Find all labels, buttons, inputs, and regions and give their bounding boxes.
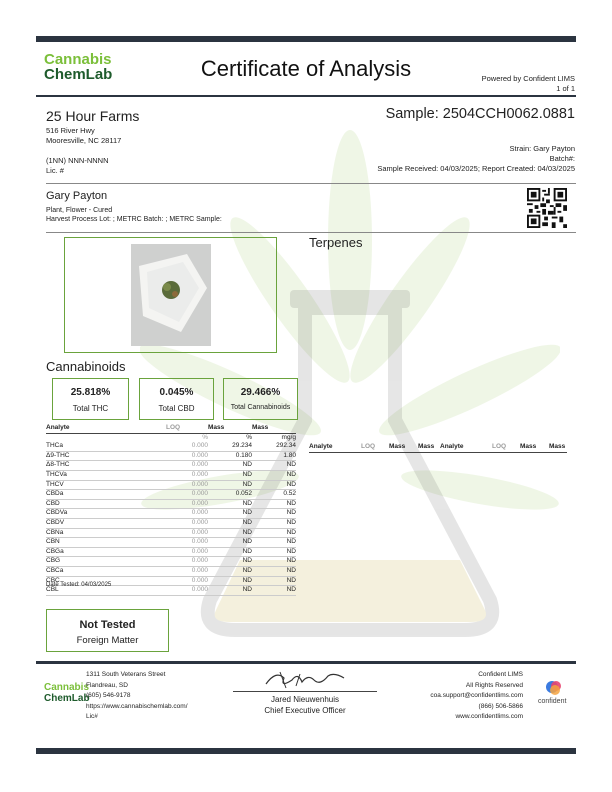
foreign-matter-box	[46, 609, 169, 652]
kpi-label: Total Cannabinoids	[230, 404, 291, 411]
table-row	[46, 557, 296, 567]
lims-rights: All Rights Reserved	[465, 681, 523, 689]
cell-loq: 0.000	[166, 547, 208, 557]
cell-mass-mgg: 1.80	[252, 451, 296, 461]
cell-loq: 0.000	[166, 499, 208, 509]
kpi-total-cbd	[139, 378, 214, 420]
date-tested: Date Tested: 04/03/2025	[46, 582, 112, 588]
col-mass-percent: Mass	[208, 424, 252, 433]
cell-loq: 0.000	[166, 518, 208, 528]
cell-mass-mgg: ND	[252, 461, 296, 471]
cell-analyte: Δ9-THC	[46, 451, 166, 461]
sample-batch: Batch#:	[549, 154, 575, 163]
cannabinoids-title: Cannabinoids	[46, 359, 126, 374]
sample-strain: Strain: Gary Payton	[509, 144, 575, 153]
cell-loq: 0.000	[166, 490, 208, 500]
col-analyte: Analyte	[46, 424, 166, 433]
client-address2: Mooresville, NC 28117	[46, 136, 122, 145]
footer-logo-line2: ChemLab	[44, 693, 90, 704]
foreign-matter-label: Foreign Matter	[76, 635, 139, 646]
cell-analyte: CBN	[46, 538, 166, 548]
cell-mass-percent: ND	[208, 528, 252, 538]
client-address	[46, 126, 121, 176]
powered-by	[482, 74, 575, 94]
cell-loq: 0.000	[166, 586, 208, 596]
col-loq: LOQ	[166, 424, 208, 433]
footer-divider	[36, 661, 576, 664]
cell-mass-percent: ND	[208, 566, 252, 576]
cell-loq: 0.000	[166, 442, 208, 451]
cell-mass-percent: ND	[208, 518, 252, 528]
cell-analyte: CBDV	[46, 518, 166, 528]
client-license: Lic. #	[46, 166, 64, 175]
cell-mass-mgg: ND	[252, 470, 296, 480]
cell-analyte: THCa	[46, 442, 166, 451]
cell-loq: 0.000	[166, 576, 208, 586]
cell-analyte: CBG	[46, 557, 166, 567]
cell-loq: 0.000	[166, 566, 208, 576]
cell-mass-mgg: ND	[252, 509, 296, 519]
terp-col-loq: LOQ	[492, 443, 507, 450]
cannabinoids-body	[46, 433, 296, 595]
cell-analyte: CBDVa	[46, 509, 166, 519]
terpenes-table-header	[309, 443, 567, 453]
header-bar	[36, 36, 576, 42]
cell-loq: 0.000	[166, 538, 208, 548]
product-type: Plant, Flower - Cured	[46, 207, 113, 214]
kpi-total-cannabinoids	[223, 378, 298, 420]
lab-website-link[interactable]: https://www.cannabischemlab.com/	[86, 702, 188, 710]
cell-mass-mgg: ND	[252, 499, 296, 509]
cell-mass-mgg: ND	[252, 566, 296, 576]
cell-analyte: CBCa	[46, 566, 166, 576]
kpi-value: 0.045%	[159, 387, 194, 398]
terp-col-loq: LOQ	[361, 443, 376, 450]
cell-analyte: CBL	[46, 586, 166, 596]
product-image-frame	[64, 237, 277, 353]
cell-mass-mgg: ND	[252, 586, 296, 596]
lims-website-link[interactable]: www.confidentlims.com	[455, 713, 523, 720]
kpi-label: Total THC	[72, 404, 109, 413]
table-row	[46, 490, 296, 500]
lab-license: Lic#	[86, 713, 98, 720]
cell-mass-percent: ND	[208, 480, 252, 490]
signer-title: Chief Executive Officer	[264, 706, 346, 715]
product-name: Gary Payton	[46, 190, 108, 202]
cell-mass-mgg: ND	[252, 547, 296, 557]
logo-line2: ChemLab	[44, 66, 113, 83]
col-mass-mgg: Mass	[252, 424, 296, 433]
product-metrc: Harvest Process Lot: ; METRC Batch: ; METRC Sample:	[46, 216, 222, 223]
lims-info	[430, 670, 523, 723]
terp-col-analyte: Analyte	[440, 443, 464, 450]
table-row	[46, 518, 296, 528]
confident-logo-text: confident	[538, 698, 567, 705]
unit-loq: %	[202, 433, 208, 441]
cell-mass-mgg: ND	[252, 518, 296, 528]
cell-analyte: CBGa	[46, 547, 166, 557]
kpi-total-thc	[52, 378, 129, 420]
cell-mass-percent: ND	[208, 470, 252, 480]
cell-mass-percent: ND	[208, 509, 252, 519]
logo-line1: Cannabis	[44, 51, 112, 68]
cell-analyte: CBDa	[46, 490, 166, 500]
lims-name: Confident LIMS	[478, 671, 523, 678]
sample-dates: Sample Received: 04/03/2025; Report Created: 04/03/2025	[377, 164, 575, 173]
cell-mass-percent: ND	[208, 461, 252, 471]
table-row	[46, 528, 296, 538]
signer	[233, 694, 377, 716]
table-row	[46, 470, 296, 480]
table-row	[46, 499, 296, 509]
lab-address	[86, 670, 188, 723]
sample-details	[377, 144, 575, 174]
lab-phone: (605) 546-9178	[86, 692, 131, 699]
footer-logo-line1: Cannabis	[44, 682, 90, 693]
terp-col-mass: Mass	[520, 443, 537, 450]
cell-mass-percent: 29.234	[208, 442, 252, 451]
cell-mass-percent: ND	[208, 538, 252, 548]
cell-mass-percent: 0.180	[208, 451, 252, 461]
unit-mass-mgg: mg/g	[281, 433, 296, 441]
client-name: 25 Hour Farms	[46, 108, 140, 124]
cell-analyte: THCVa	[46, 470, 166, 480]
units-row	[46, 433, 296, 442]
lims-phone: (866) 506-5866	[478, 702, 523, 710]
kpi-value: 25.818%	[70, 387, 111, 398]
unit-mass-percent: %	[246, 433, 252, 441]
cell-analyte: THCV	[46, 480, 166, 490]
qr-code[interactable]	[527, 188, 567, 228]
cell-mass-mgg: ND	[252, 576, 296, 586]
table-row	[46, 451, 296, 461]
divider	[46, 232, 576, 233]
cell-mass-percent: ND	[208, 576, 252, 586]
cell-loq: 0.000	[166, 451, 208, 461]
cell-loq: 0.000	[166, 480, 208, 490]
cell-loq: 0.000	[166, 461, 208, 471]
cell-mass-percent: ND	[208, 586, 252, 596]
cell-analyte: CBC	[46, 576, 166, 586]
terp-col-mass: Mass	[418, 443, 435, 450]
table-row	[46, 538, 296, 548]
signature-line	[233, 691, 377, 692]
table-row	[46, 547, 296, 557]
table-row	[46, 566, 296, 576]
header-divider	[36, 95, 576, 97]
cell-mass-mgg: 292.34	[252, 442, 296, 451]
lims-email-link[interactable]: coa.support@confidentlims.com	[430, 692, 523, 699]
confident-logo-icon	[544, 678, 564, 698]
cell-mass-mgg: ND	[252, 557, 296, 567]
product-info	[46, 206, 222, 224]
terp-col-analyte: Analyte	[309, 443, 333, 450]
cell-loq: 0.000	[166, 509, 208, 519]
cell-loq: 0.000	[166, 470, 208, 480]
table-row	[46, 461, 296, 471]
cell-mass-mgg: ND	[252, 538, 296, 548]
terp-col-mass: Mass	[389, 443, 406, 450]
kpi-value: 29.466%	[240, 387, 281, 398]
powered-by-text: Powered by Confident LIMS	[481, 74, 575, 83]
terpenes-title: Terpenes	[309, 235, 363, 250]
kpi-label: Total CBD	[158, 404, 195, 413]
cell-analyte: CBD	[46, 499, 166, 509]
table-row	[46, 480, 296, 490]
foreign-matter-status: Not Tested	[79, 619, 136, 631]
cell-mass-percent: ND	[208, 557, 252, 567]
product-photo	[131, 244, 211, 346]
signature-image	[262, 668, 348, 690]
cell-analyte: Δ8-THC	[46, 461, 166, 471]
divider	[46, 183, 576, 184]
cannabinoids-table	[46, 424, 296, 596]
table-row	[46, 509, 296, 519]
table-row	[46, 442, 296, 451]
lab-city: Flandreau, SD	[86, 681, 128, 689]
footer-lab-logo	[44, 682, 90, 704]
page-title: Certificate of Analysis	[200, 56, 412, 81]
cell-analyte: CBNa	[46, 528, 166, 538]
cell-mass-percent: 0.052	[208, 490, 252, 500]
cell-mass-percent: ND	[208, 547, 252, 557]
cell-mass-mgg: ND	[252, 528, 296, 538]
cell-loq: 0.000	[166, 557, 208, 567]
signer-name: Jared Nieuwenhuis	[270, 695, 340, 704]
cell-mass-mgg: 0.52	[252, 490, 296, 500]
page-number: 1 of 1	[556, 84, 575, 93]
client-address1: 516 River Hwy	[46, 126, 95, 135]
cell-mass-mgg: ND	[252, 480, 296, 490]
sample-id: Sample: 2504CCH0062.0881	[385, 106, 575, 122]
client-phone: (1NN) NNN-NNNN	[46, 156, 109, 165]
cell-mass-percent: ND	[208, 499, 252, 509]
lab-street: 1311 South Veterans Street	[86, 671, 166, 678]
table-header	[46, 424, 296, 433]
terp-col-mass: Mass	[549, 443, 566, 450]
cell-loq: 0.000	[166, 528, 208, 538]
footer-bar	[36, 748, 576, 754]
